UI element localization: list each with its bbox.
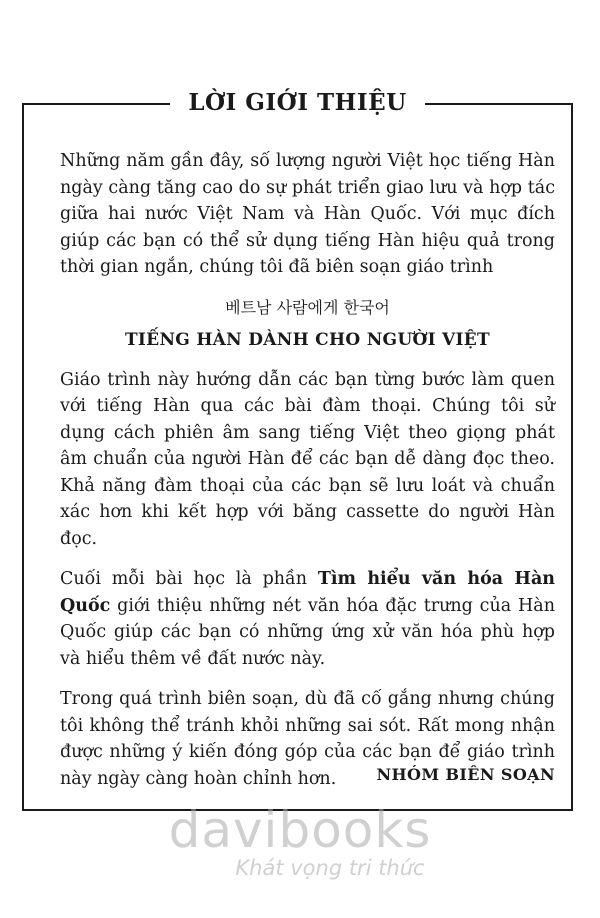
intro-paragraph-3 [60,566,555,672]
paragraph-3-lead: Cuối mỗi bài học là phần [60,569,318,589]
korean-book-title: 베트남 사람에게 한국어 [225,297,390,317]
vietnamese-book-title: TIẾNG HÀN DÀNH CHO NGƯỜI VIỆT [124,329,491,350]
watermark-slogan: Khát vọng tri thức [235,856,425,880]
page-title: LỜI GIỚI THIỆU [170,82,425,124]
intro-paragraph-1: Những năm gần đây, số lượng người Việt học tiếng Hàn ngày càng tăng cao do sự phát triển giao lưu và hợp tác giữa hai nước Việt Nam và Hàn Quốc. Với mục đích giúp các bạn có thể sử dụng tiếng Hàn hiệu quả trong thời gian ngắn, chúng tôi đã biên soạn giáo trình [60,151,555,277]
intro-paragraph-2: Giáo trình này hướng dẫn các bạn từng bước làm quen với tiếng Hàn qua các bài đàm thoại. Chúng tôi sử dụng cách phiên âm sang tiếng Việt theo giọng phát âm chuẩn của người Hàn để các bạn dễ dàng đọc theo. Khả năng đàm thoại của các bạn sẽ lưu loát và chuẩn xác hơn khi kết hợp với băng cassette do người Hàn đọc. [60,369,555,549]
culture-section-name: Tìm hiểu văn hóa Hàn Quốc [60,569,556,616]
publisher-watermark [0,800,600,880]
watermark-logo: davibooks [168,801,432,859]
paragraph-3-rest: giới thiệu những nét văn hóa đặc trưng của Hàn Quốc giúp các bạn có những ứng xử văn hóa phù hợp và hiểu thêm về đất nước này. [60,595,555,669]
intro-paragraph-4: Trong quá trình biên soạn, dù đã cố gắng nhưng chúng tôi không thể tránh khỏi những sai sót. Rất mong nhận được những ý kiến đóng góp của các bạn để giáo trình này ngày càng hoàn chỉnh hơn. [60,689,555,789]
editorial-signature: NHÓM BIÊN SOẠN [376,765,555,784]
introduction-body [60,148,555,806]
